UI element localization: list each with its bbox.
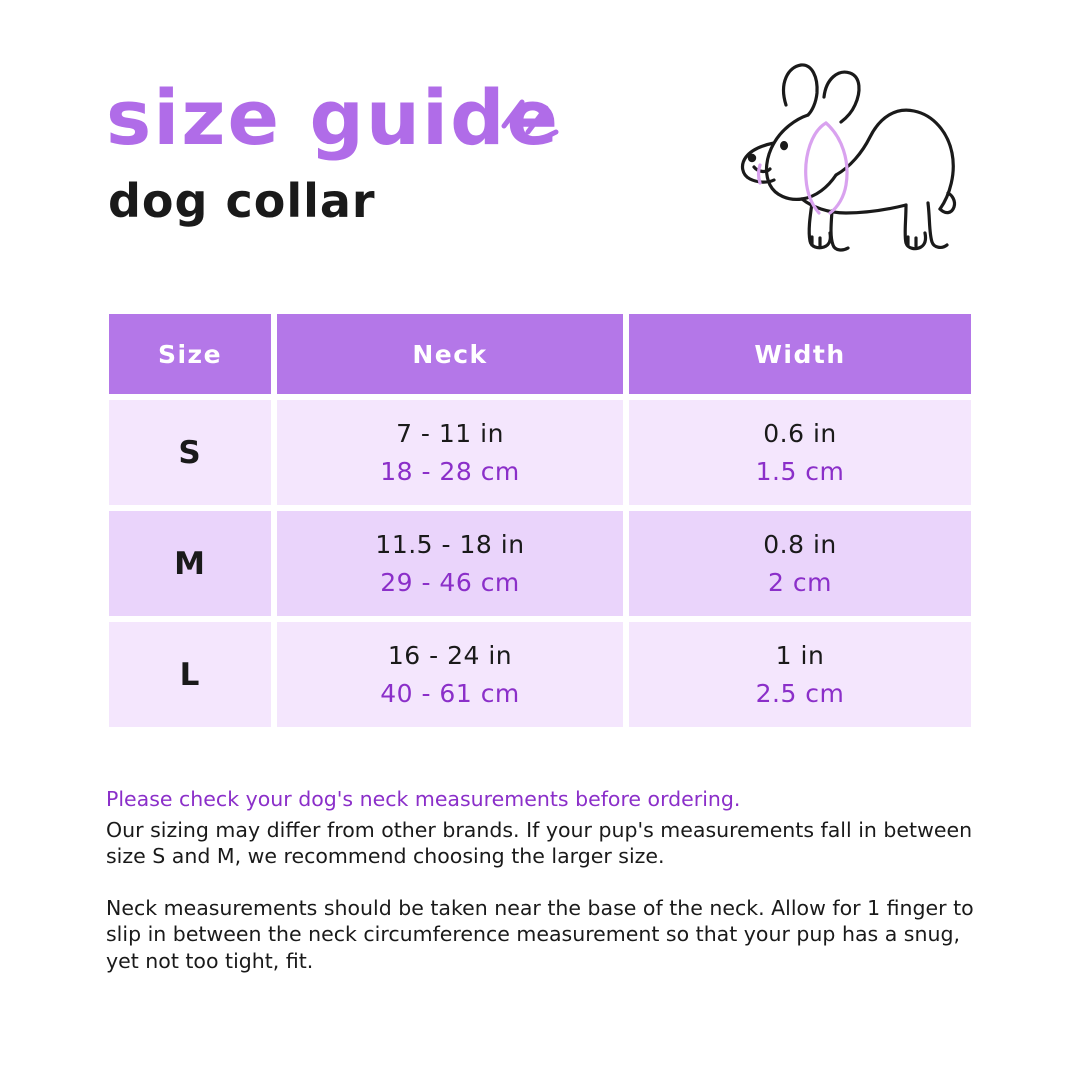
table-header-row [106, 311, 974, 397]
column-header-width: Width [626, 311, 974, 397]
cell-width-s [626, 397, 974, 508]
sparkle-icon [492, 88, 562, 148]
width-cm-s: 1.5 cm [755, 457, 845, 486]
width-inches-s: 0.6 in [763, 419, 837, 448]
cell-neck-m [274, 508, 626, 619]
page-subtitle: dog collar [108, 174, 376, 228]
note-paragraph-2: Neck measurements should be taken near the base of the neck. Allow for 1 finger to slip in between the neck circumference measurement so that your pup has a snug, yet not too tight, fit. [106, 896, 974, 973]
neck-inches-l: 16 - 24 in [387, 641, 513, 670]
size-table [106, 311, 974, 730]
table-row [106, 619, 974, 730]
neck-inches-s: 7 - 11 in [396, 419, 504, 448]
header [106, 73, 666, 228]
cell-neck-s [274, 397, 626, 508]
width-inches-m: 0.8 in [763, 530, 837, 559]
cell-size-l: L [106, 619, 274, 730]
column-header-size: Size [106, 311, 274, 397]
note-paragraph-1: Our sizing may differ from other brands. If your pup's measurements fall in between size S and M, we recommend choosing the larger size. [106, 817, 973, 868]
cell-neck-l [274, 619, 626, 730]
width-cm-m: 2 cm [768, 568, 832, 597]
width-cm-l: 2.5 cm [755, 679, 845, 708]
table-row [106, 397, 974, 508]
notes-section [106, 786, 978, 974]
width-inches-l: 1 in [775, 641, 825, 670]
neck-cm-l: 40 - 61 cm [380, 679, 520, 708]
neck-inches-m: 11.5 - 18 in [375, 530, 525, 559]
neck-cm-s: 18 - 28 cm [380, 457, 520, 486]
cell-width-m [626, 508, 974, 619]
note-highlight: Please check your dog's neck measurements before ordering. [106, 787, 741, 811]
cell-width-l [626, 619, 974, 730]
cell-size-s: S [106, 397, 274, 508]
page-title: size guide [106, 73, 561, 162]
column-header-neck: Neck [274, 311, 626, 397]
dog-outline-illustration [700, 45, 980, 275]
table-header [106, 311, 974, 397]
table-row [106, 508, 974, 619]
note-spacer [106, 869, 978, 895]
cell-size-m: M [106, 508, 274, 619]
table-body [106, 397, 974, 730]
neck-cm-m: 29 - 46 cm [380, 568, 520, 597]
